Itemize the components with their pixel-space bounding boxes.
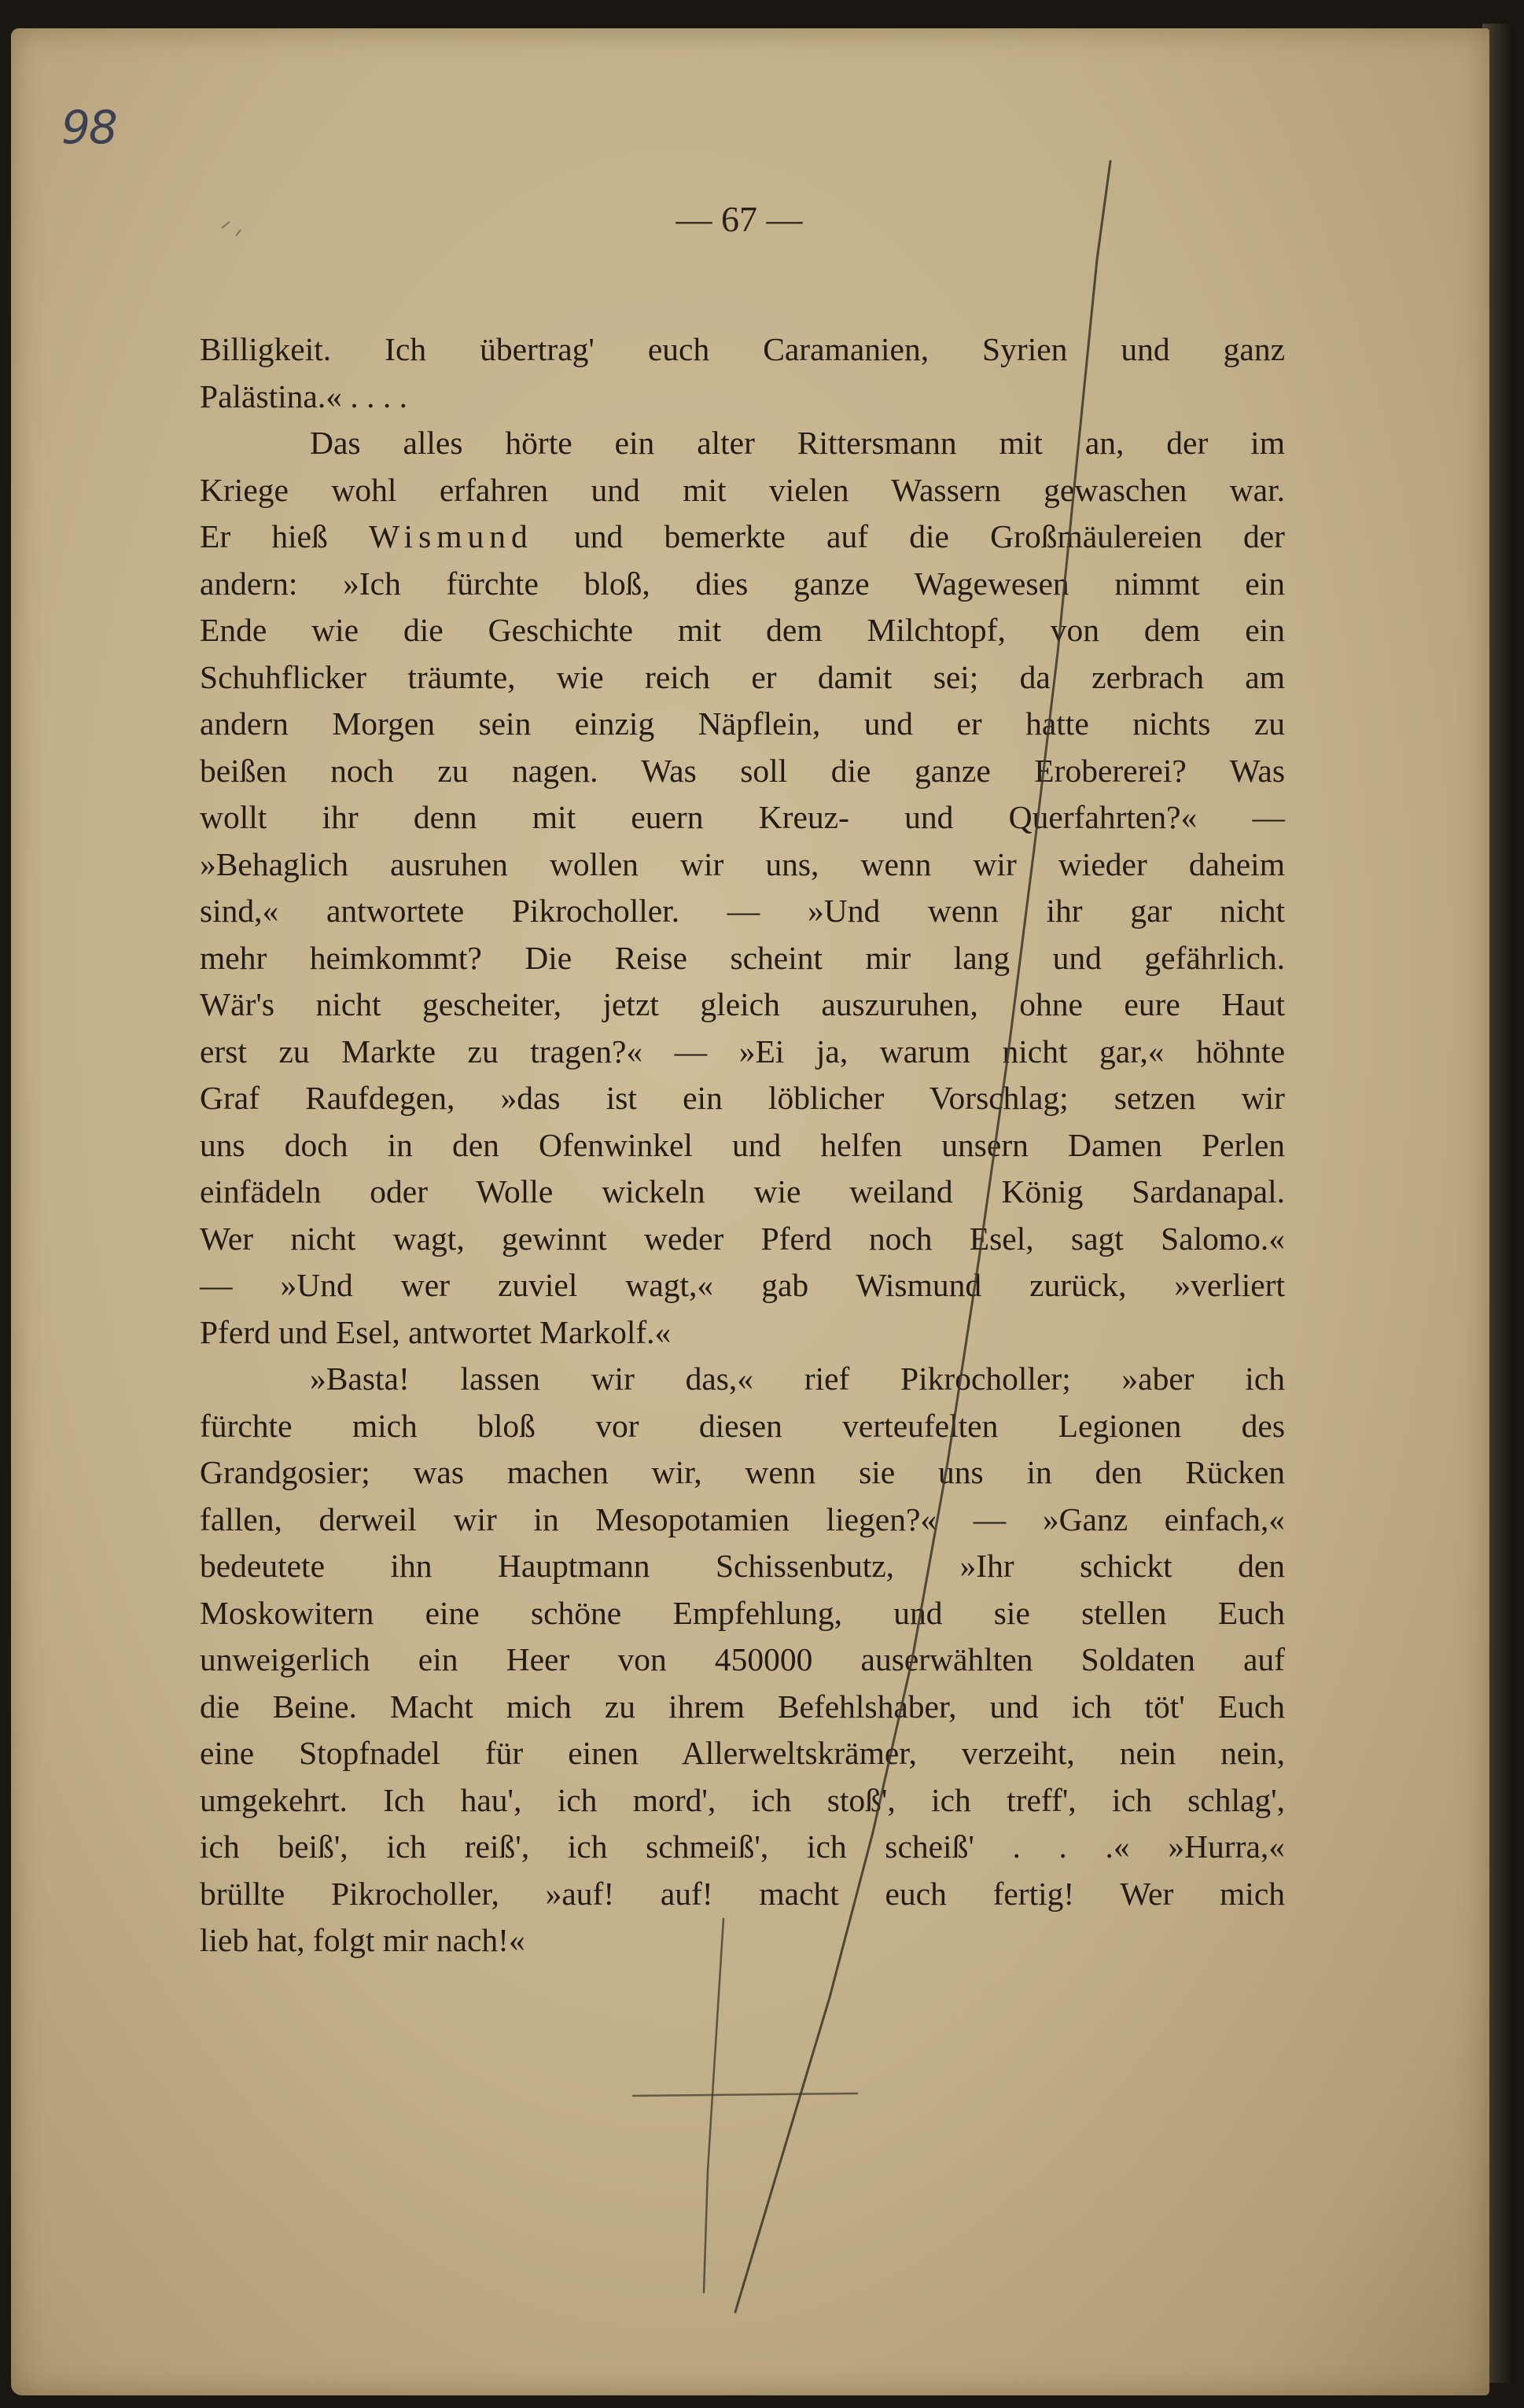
- text-line: Kriege wohl erfahren und mit vielen Wassern gewaschen war.: [200, 471, 1285, 508]
- printed-page-number: — 67 —: [675, 199, 803, 239]
- text-line: umgekehrt. Ich hau', ich mord', ich stoß', ich treff', ich schlag',: [200, 1781, 1285, 1818]
- paragraph: [200, 1356, 1285, 1964]
- text-line: einfädeln oder Wolle wickeln wie weiland König Sardanapal.: [200, 1173, 1285, 1210]
- text-line: Ende wie die Geschichte mit dem Milchtopf, von dem ein: [200, 612, 1285, 648]
- text-fragment: und bemerkte auf die Großmäulereien der: [532, 518, 1285, 554]
- text-line: Billigkeit. Ich übertrag' euch Caramanien, Syrien und ganz: [200, 331, 1285, 367]
- text-line: Graf Raufdegen, »das ist ein löblicher Vorschlag; setzen wir: [200, 1080, 1285, 1116]
- text-line: Wer nicht wagt, gewinnt weder Pferd noch Esel, sagt Salomo.«: [200, 1220, 1285, 1257]
- text-line: sind,« antwortete Pikrocholler. — »Und wenn ihr gar nicht: [200, 893, 1285, 929]
- paragraph: [200, 420, 1285, 1356]
- text-line: uns doch in den Ofenwinkel und helfen unsern Damen Perlen: [200, 1126, 1285, 1163]
- text-line: eine Stopfnadel für einen Allerweltskrämer, verzeiht, nein nein,: [200, 1735, 1285, 1771]
- text-line: brüllte Pikrocholler, »auf! auf! macht euch fertig! Wer mich: [200, 1875, 1285, 1912]
- text-line: Pferd und Esel, antwortet Markolf.«: [200, 1313, 672, 1350]
- text-line: Das alles hörte ein alter Rittersmann mit an, der im: [310, 425, 1285, 461]
- text-line: »Behaglich ausruhen wollen wir uns, wenn wir wieder daheim: [200, 845, 1285, 882]
- text-line: Grandgosier; was machen wir, wenn sie uns in den Rücken: [200, 1454, 1285, 1490]
- spaced-name: Wismund: [369, 518, 533, 554]
- text-line: Wär's nicht gescheiter, jetzt gleich auszuruhen, ohne eure Haut: [200, 986, 1285, 1022]
- text-line: andern: »Ich fürchte bloß, dies ganze Wagewesen nimmt ein: [200, 565, 1285, 602]
- text-line: die Beine. Macht mich zu ihrem Befehlshaber, und ich töt' Euch: [200, 1688, 1285, 1725]
- text-line: unweigerlich ein Heer von 450000 auserwählten Soldaten auf: [200, 1641, 1285, 1677]
- text-line: Moskowitern eine schöne Empfehlung, und sie stellen Euch: [200, 1594, 1285, 1631]
- text-line: bedeutete ihn Hauptmann Schissenbutz, »Ihr schickt den: [200, 1548, 1285, 1584]
- text-line: — »Und wer zuviel wagt,« gab Wismund zurück, »verliert: [200, 1267, 1285, 1303]
- text-line: »Basta! lassen wir das,« rief Pikrocholler; »aber ich: [310, 1360, 1285, 1397]
- handwritten-page-number: 98: [61, 101, 116, 154]
- text-line: fürchte mich bloß vor diesen verteufelten Legionen des: [200, 1407, 1285, 1444]
- text-line: wollt ihr denn mit euern Kreuz- und Querfahrten?« —: [200, 799, 1285, 835]
- text-line: Schuhflicker träumte, wie reich er damit sei; da zerbrach am: [200, 658, 1285, 695]
- text-line: mehr heimkommt? Die Reise scheint mir lang und gefährlich.: [200, 939, 1285, 976]
- text-line: ich beiß', ich reiß', ich schmeiß', ich scheiß' . . .« »Hurra,«: [200, 1828, 1285, 1865]
- text-line: Palästina.« . . . .: [200, 377, 407, 414]
- text-line: andern Morgen sein einzig Näpflein, und er hatte nichts zu: [200, 705, 1285, 742]
- text-line: [200, 514, 1285, 561]
- paragraph: [200, 326, 1285, 420]
- text-line: erst zu Markte zu tragen?« — »Ei ja, warum nicht gar,« höhnte: [200, 1033, 1285, 1070]
- text-line: fallen, derweil wir in Mesopotamien liegen?« — »Ganz einfach,«: [200, 1500, 1285, 1537]
- text-fragment: Er hieß: [200, 518, 370, 554]
- text-line: beißen noch zu nagen. Was soll die ganze Erobererei? Was: [200, 752, 1285, 789]
- text-line: lieb hat, folgt mir nach!«: [200, 1922, 525, 1958]
- body-text: [200, 326, 1285, 1964]
